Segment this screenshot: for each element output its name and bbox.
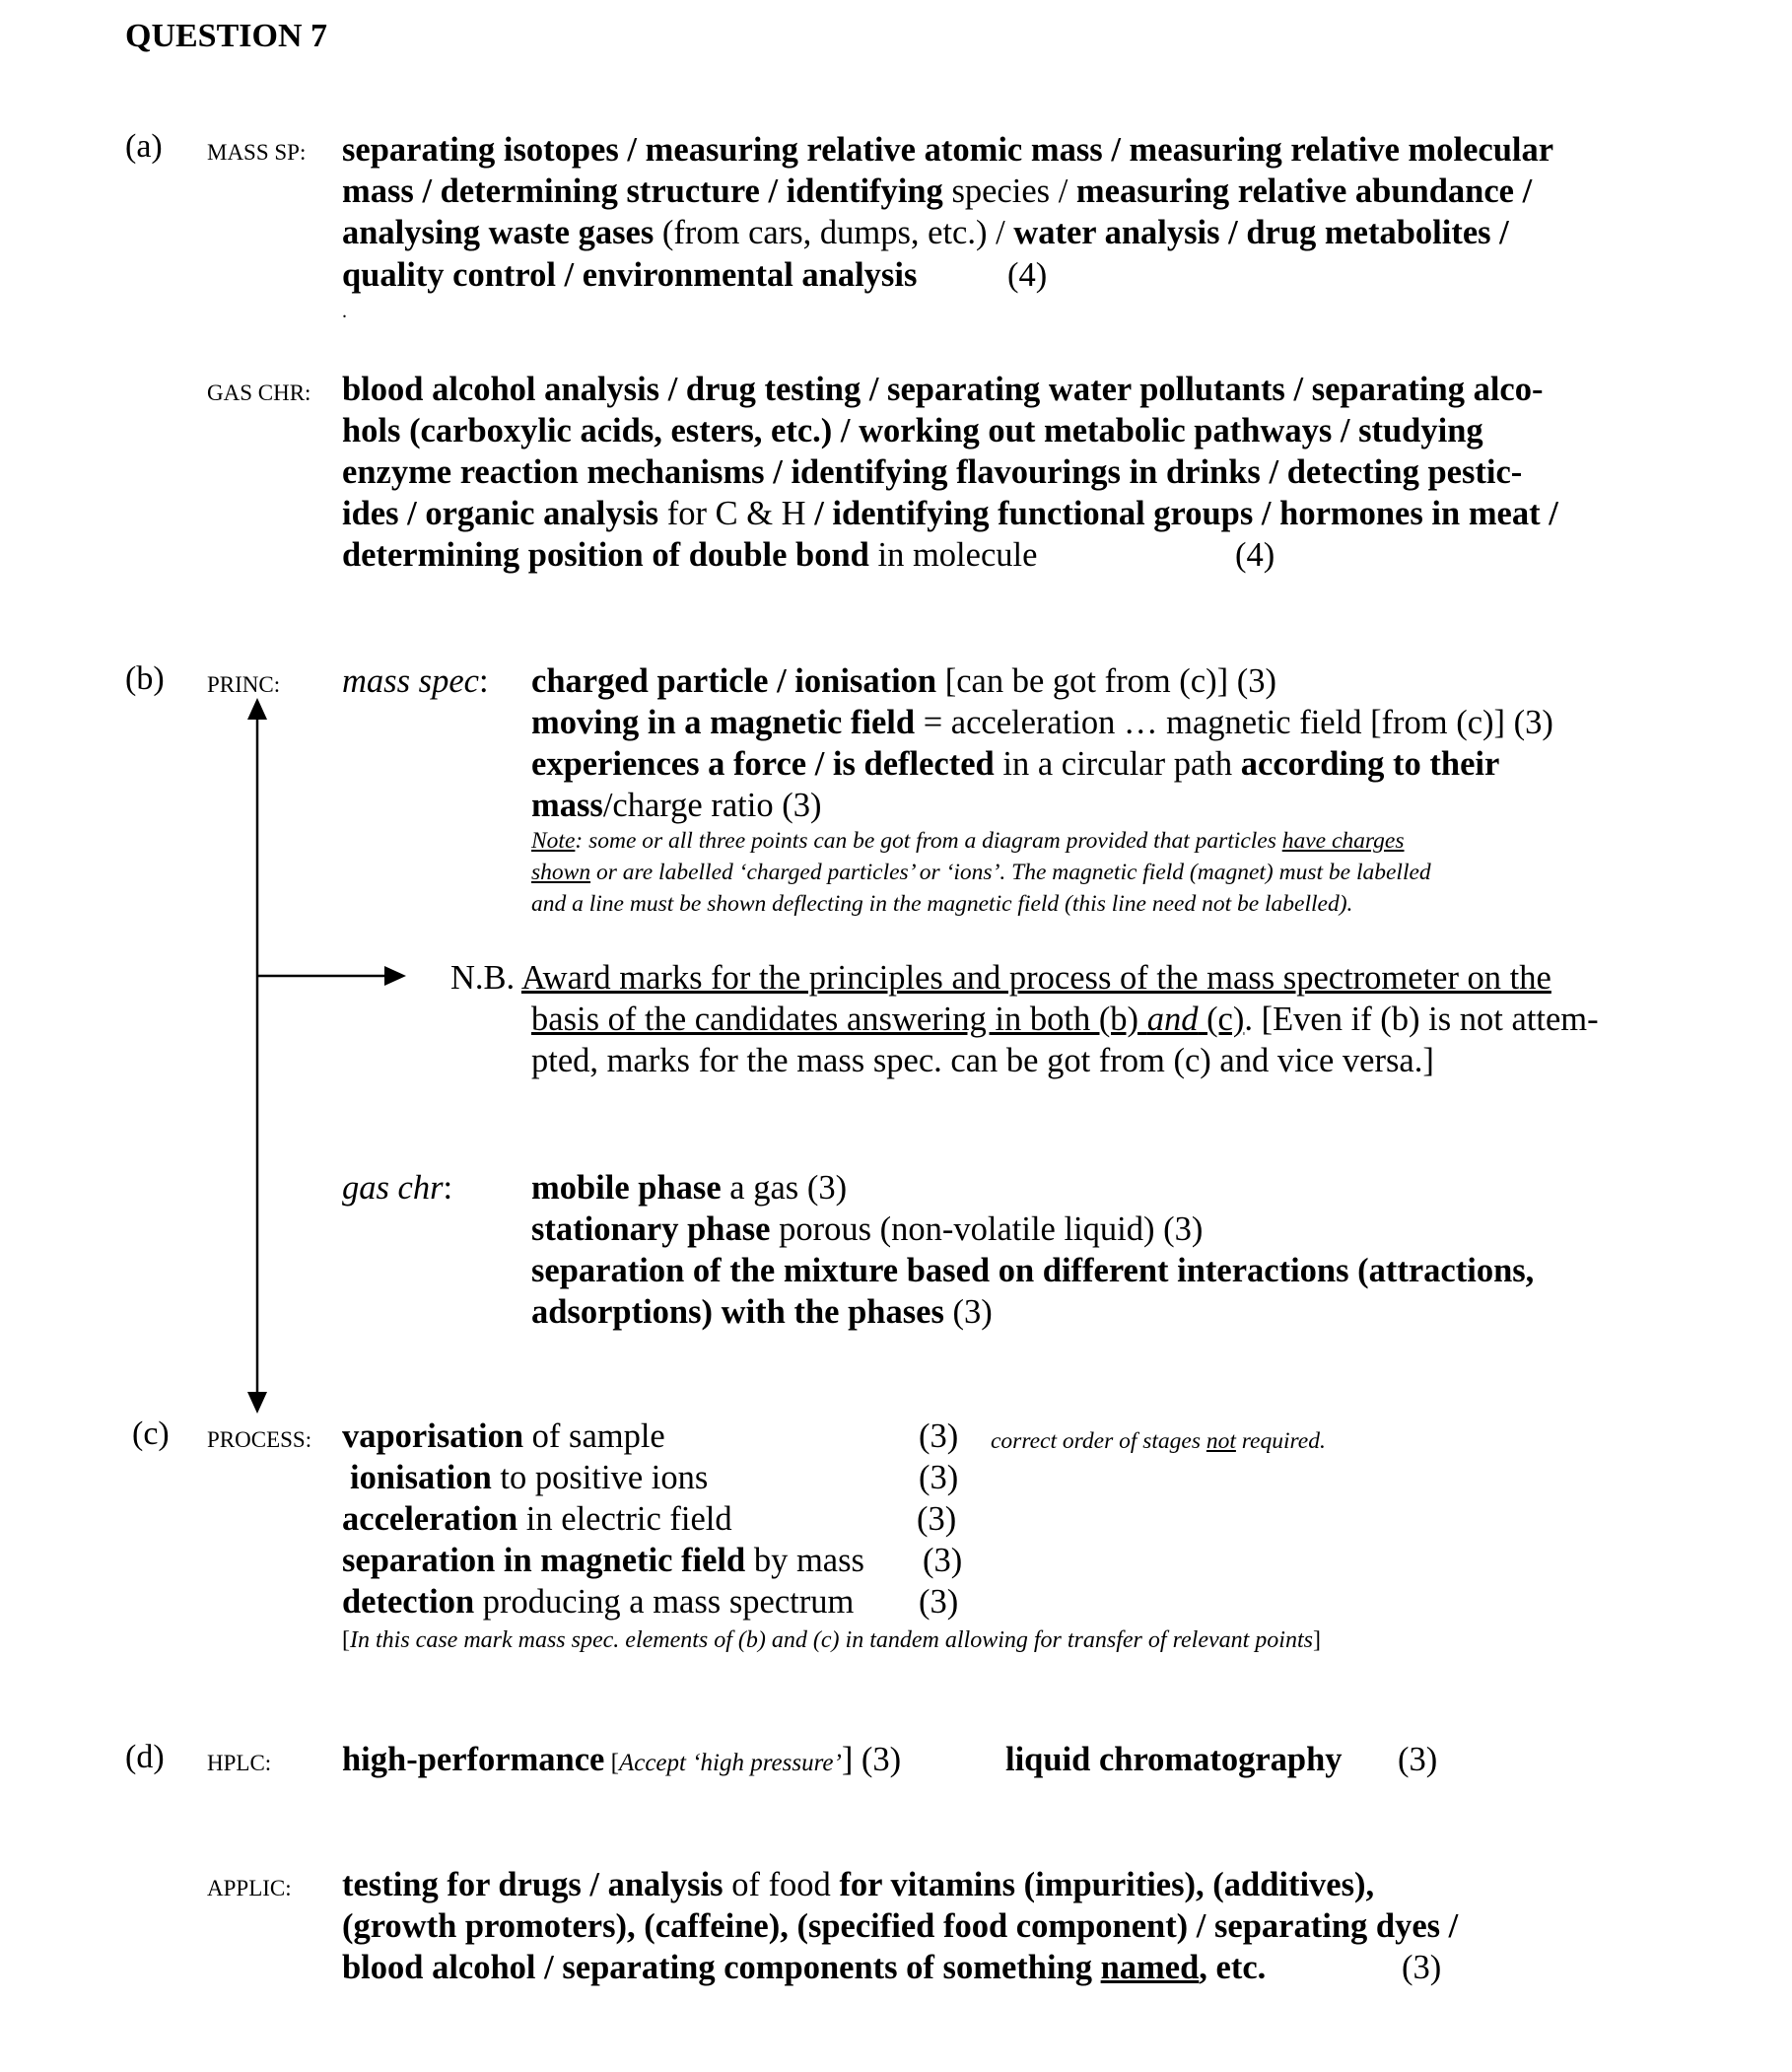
princ-line-3: experiences a force / is deflected in a circular path according to their [531, 745, 1500, 783]
process-tag: PROCESS: [207, 1427, 312, 1452]
gas-line-4: adsorptions) with the phases (3) [531, 1293, 993, 1331]
nb-line-2: basis of the candidates answering in both (b) and (c). [Even if (b) is not attem- [531, 1001, 1599, 1038]
gas-chr-tag: GAS CHR: [207, 380, 311, 405]
gas-chr-line-3: enzyme reaction mechanisms / identifying flavourings in drinks / detecting pestic- [342, 453, 1523, 491]
stage-separation: separation in magnetic field by mass [342, 1542, 864, 1579]
stage-vaporisation-mark: (3) [919, 1417, 959, 1455]
vertical-double-arrow [247, 698, 267, 1414]
stage-ionisation-mark: (3) [919, 1459, 959, 1496]
mass-sp-mark: (4) [1007, 256, 1048, 294]
princ-tag: PRINC: [207, 672, 281, 697]
gas-line-2: stationary phase porous (non-volatile liquid) (3) [531, 1210, 1204, 1248]
gas-chr-line-4: ides / organic analysis for C & H / identifying functional groups / hormones in meat / [342, 495, 1558, 532]
mass-sp-line-4: quality control / environmental analysis [342, 256, 918, 294]
hplc-tag: HPLC: [207, 1751, 272, 1775]
applic-line-1: testing for drugs / analysis of food for vitamins (impurities), (additives), [342, 1866, 1375, 1903]
stage-detection: detection producing a mass spectrum [342, 1583, 855, 1621]
princ-line-2: moving in a magnetic field = acceleration … magnetic field [from (c)] (3) [531, 704, 1553, 741]
mass-sp-tag: MASS SP: [207, 140, 307, 165]
gas-chr-line-1: blood alcohol analysis / drug testing / separating water pollutants / separating alco- [342, 371, 1544, 408]
hplc-mark-2: (3) [1398, 1741, 1438, 1778]
page-title: QUESTION 7 [125, 18, 327, 54]
gas-line-3: separation of the mixture based on different interactions (attractions, [531, 1252, 1535, 1289]
part-c-label: (c) [132, 1416, 170, 1452]
tandem-note: [In this case mark mass spec. elements of (b) and (c) in tandem allowing for transfer of relevant points] [342, 1627, 1321, 1653]
stage-acceleration-mark: (3) [917, 1500, 957, 1538]
part-a-label: (a) [125, 128, 163, 165]
mass-spec-label: mass spec: [342, 662, 489, 700]
stray-dot: . [342, 301, 347, 322]
applic-line-3: blood alcohol / separating components of something named, etc. [342, 1949, 1267, 1986]
applic-tag: APPLIC: [207, 1876, 292, 1900]
part-b-label: (b) [125, 660, 165, 697]
gas-chr-line-2: hols (carboxylic acids, esters, etc.) / working out metabolic pathways / studying [342, 412, 1483, 449]
applic-mark: (3) [1402, 1949, 1442, 1986]
princ-line-1: charged particle / ionisation [can be got from (c)] (3) [531, 662, 1276, 700]
mass-sp-line-3: analysing waste gases (from cars, dumps, etc.) / water analysis / drug metabolites / [342, 214, 1509, 251]
gas-chr-line-5: determining position of double bond in molecule [342, 536, 1038, 574]
note-line-1: Note: some or all three points can be got from a diagram provided that particles have charges [531, 828, 1405, 854]
stage-ionisation: ionisation to positive ions [350, 1459, 709, 1496]
gas-chr-label: gas chr: [342, 1169, 453, 1207]
hplc-answer: high-performance [Accept ‘high pressure’] (3) [342, 1741, 902, 1778]
nb-line-3: pted, marks for the mass spec. can be got from (c) and vice versa.] [531, 1042, 1434, 1079]
stage-detection-mark: (3) [919, 1583, 959, 1621]
mass-sp-line-2: mass / determining structure / identifying species / measuring relative abundance / [342, 173, 1533, 210]
stage-vaporisation: vaporisation of sample [342, 1417, 665, 1455]
mass-sp-line-1: separating isotopes / measuring relative atomic mass / measuring relative molecular [342, 131, 1554, 169]
stage-separation-mark: (3) [923, 1542, 963, 1579]
note-line-3: and a line must be shown deflecting in the magnetic field (this line need not be labelled). [531, 891, 1353, 917]
nb-line-1: N.B. Award marks for the principles and process of the mass spectrometer on the [450, 959, 1551, 997]
note-line-2: shown or are labelled ‘charged particles’ or ‘ions’. The magnetic field (magnet) must be labelled [531, 860, 1431, 885]
stage-acceleration: acceleration in electric field [342, 1500, 732, 1538]
horizontal-arrow [257, 966, 406, 986]
hplc-answer-2: liquid chromatography [1005, 1741, 1343, 1778]
part-d-label: (d) [125, 1739, 165, 1775]
applic-line-2: (growth promoters), (caffeine), (specified food component) / separating dyes / [342, 1907, 1459, 1945]
order-note: correct order of stages not required. [991, 1428, 1326, 1454]
gas-chr-mark: (4) [1235, 536, 1275, 574]
gas-line-1: mobile phase a gas (3) [531, 1169, 848, 1207]
princ-line-4: mass/charge ratio (3) [531, 787, 822, 824]
